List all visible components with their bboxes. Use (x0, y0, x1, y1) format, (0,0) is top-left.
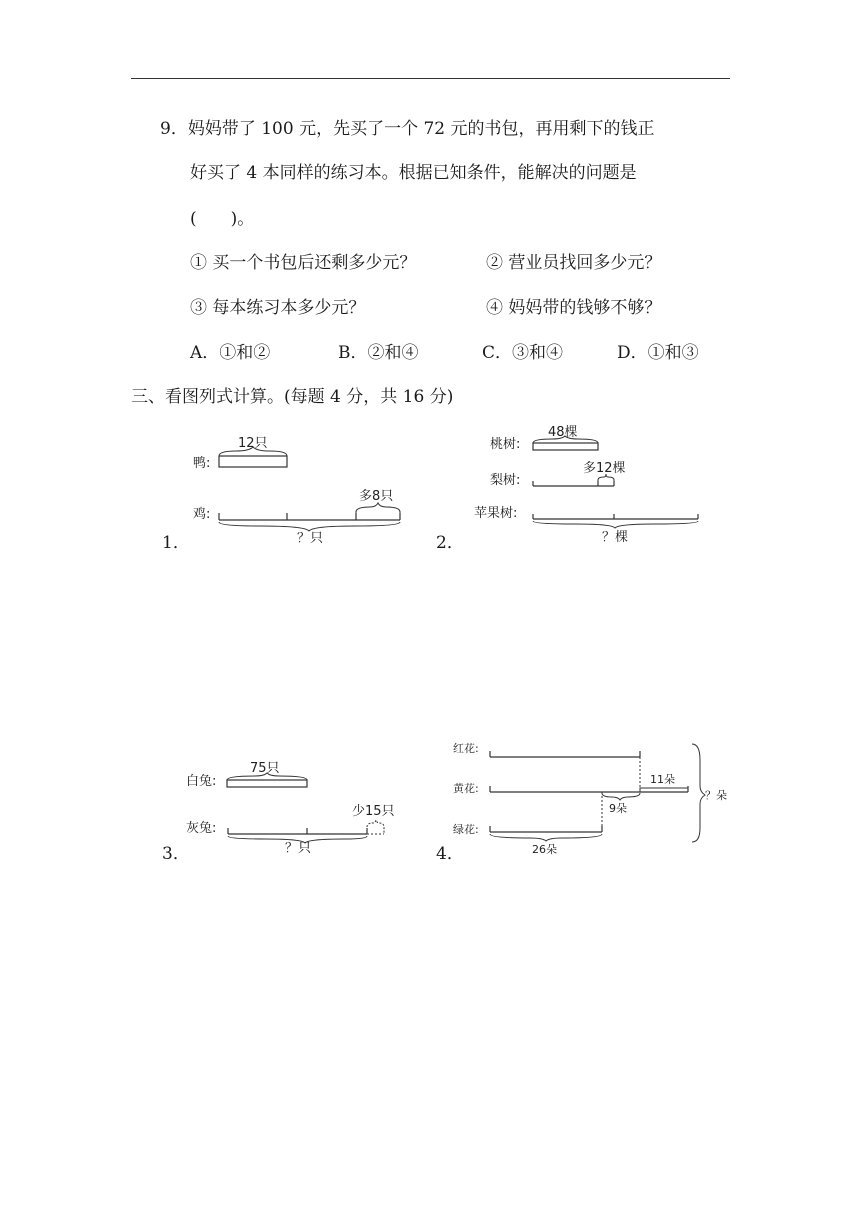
q9-line2: 好买了 4 本同样的练习本。根据已知条件，能解决的问题是 (190, 163, 637, 183)
red-flower-label: 红花: (453, 742, 479, 755)
yellow-extra-value: 11朵 (650, 773, 675, 786)
duck-bar (219, 456, 287, 467)
yellow-flower-label: 黄花: (453, 782, 479, 795)
q9-option-4: ④ 妈妈带的钱够不够？ (486, 298, 662, 318)
q9-option-3: ③ 每本练习本多少元？ (190, 298, 366, 318)
total-brace (692, 744, 705, 842)
total-question: ？朵 (705, 789, 727, 802)
grey-rabbit-less-brace (367, 820, 384, 834)
q9-choice-a: A．①和② (190, 343, 271, 363)
chicken-question: ？只 (297, 531, 324, 546)
q9-choice-d: D．①和③ (617, 343, 699, 363)
yellow-green-gap-brace (602, 793, 640, 800)
peach-value: 48棵 (548, 425, 578, 440)
green-flower-label: 绿花: (453, 823, 479, 836)
white-rabbit-bar (227, 780, 307, 787)
diagram-4 (453, 741, 727, 856)
diagram-3 (186, 761, 395, 856)
apple-question: ？棵 (602, 530, 629, 545)
duck-label: 鸭: (193, 456, 211, 471)
grey-rabbit-label: 灰兔: (186, 821, 217, 836)
chicken-more-brace (356, 503, 400, 520)
pear-more-value: 多12棵 (583, 461, 626, 476)
q9-line1: 9．妈妈带了 100 元，先买了一个 72 元的书包，再用剩下的钱正 (160, 119, 655, 139)
green-flower-brace (490, 834, 602, 841)
apple-total-brace (533, 521, 698, 528)
green-flower-value: 26朵 (532, 843, 557, 856)
q9-choice-c: C．③和④ (482, 343, 564, 363)
peach-bar (533, 443, 598, 450)
diagram-1 (193, 436, 400, 546)
duck-value: 12只 (238, 436, 268, 451)
q9-choice-b: B．②和④ (338, 343, 419, 363)
chicken-more-value: 多8只 (359, 489, 394, 504)
pear-label: 梨树: (490, 473, 521, 488)
chicken-label: 鸡: (193, 507, 211, 522)
problem-4-number: 4． (436, 844, 464, 864)
peach-label: 桃树: (490, 437, 521, 452)
section-3-heading: 三、看图列式计算。(每题 4 分，共 16 分) (131, 387, 454, 407)
gap-value: 9朵 (609, 802, 627, 815)
q9-option-1: ① 买一个书包后还剩多少元？ (190, 253, 417, 273)
q9-option-2: ② 营业员找回多少元？ (486, 253, 662, 273)
grey-rabbit-less-value: 少15只 (352, 804, 395, 819)
q9-line3: ( )。 (190, 209, 255, 229)
white-rabbit-label: 白兔: (186, 774, 217, 789)
apple-label: 苹果树: (474, 506, 518, 521)
grey-rabbit-question: ？只 (285, 841, 312, 856)
problem-2-number: 2． (436, 533, 464, 553)
white-rabbit-value: 75只 (250, 761, 280, 776)
chicken-total-brace (219, 522, 400, 531)
problem-1-number: 1． (162, 533, 190, 553)
problem-3-number: 3． (162, 844, 190, 864)
diagram-2 (474, 424, 698, 545)
